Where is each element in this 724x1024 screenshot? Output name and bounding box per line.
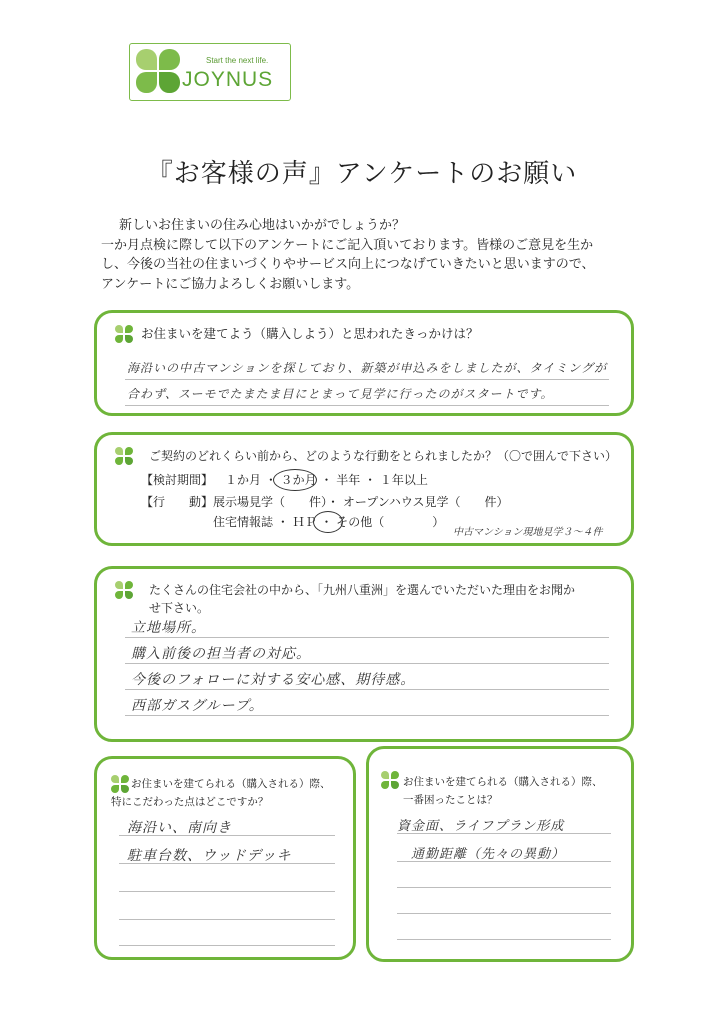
intro-text [101, 216, 661, 294]
clover-logo-icon [136, 49, 182, 95]
answer-1-line: 合わず、スーモでたまたま目にとまって見学に行ったのがスタートです。 [127, 387, 554, 401]
question-5-text: お住まいを建てられる（購入される）際、 [403, 776, 603, 788]
intro-line: 一か月点検に際して以下のアンケートにご記入頂いております。皆様のご意見を生か [101, 237, 594, 253]
question-3-text: たくさんの住宅会社の中から、「九州八重洲」を選んでいただいた理由をお聞か [149, 583, 576, 597]
answer-5-line: 資金面、ライフプラン形成 [397, 819, 565, 834]
question-4-text: 特にこだわった点はどこですか？ [111, 796, 269, 808]
question-4-text: お住まいを建てられる（購入される）際、 [131, 778, 331, 790]
question-5-text: 一番困ったことは？ [403, 794, 498, 806]
question-1-box [94, 310, 634, 416]
answer-3-line: 立地場所。 [131, 620, 206, 636]
answer-4-line: 駐車台数、ウッドデッキ [127, 848, 292, 864]
logo-name: JOYNUS [182, 68, 274, 91]
action-options-2: 住宅情報誌 ・ ＨＰ ・ その他（ ） [213, 515, 445, 529]
action-options-1: 展示場見学（ 件）・ オープンハウス見学（ 件） [213, 495, 509, 509]
intro-line: し、今後の当社の住まいづくりやサービス向上につなげていきたいと思いますので、 [101, 257, 595, 272]
company-logo [129, 43, 291, 101]
question-2-box [94, 432, 634, 546]
answer-4-line: 海沿い、南向き [127, 820, 232, 836]
question-3-box [94, 566, 634, 742]
answer-3-line: 今後のフォローに対する安心感、期待感。 [131, 672, 416, 688]
question-3-text: せ下さい。 [149, 601, 210, 615]
answer-3-line: 西部ガスグループ。 [131, 698, 264, 714]
clover-bullet-icon [115, 581, 134, 600]
answer-3-line: 購入前後の担当者の対応。 [131, 646, 311, 662]
action-label: 【行 動】 [141, 495, 214, 509]
intro-line: 新しいお住まいの住み心地はいかがでしょうか？ [119, 218, 406, 233]
page-title: 『お客様の声』アンケートのお願い [146, 159, 578, 189]
intro-line: アンケートにご協力よろしくお願いします。 [101, 276, 360, 292]
answer-5-line: 通勤距離（先々の異動） [411, 847, 566, 862]
question-4-box [94, 756, 356, 960]
clover-bullet-icon [115, 325, 134, 344]
question-1-text: お住まいを建てよう（購入しよう）と思われたきっかけは？ [141, 326, 479, 341]
logo-tagline: Start the next life. [206, 56, 269, 65]
clover-bullet-icon [111, 775, 130, 794]
question-2-text: ご契約のどれくらい前から、どのような行動をとられましたか？（〇で囲んで下さい） [149, 449, 618, 463]
other-action-answer: 中古マンション現地見学３～４件 [453, 527, 603, 538]
question-5-box [366, 746, 634, 962]
clover-bullet-icon [115, 447, 134, 466]
period-options: １か月 ・ ３か月 ・ 半年 ・ １年以上 [225, 473, 428, 487]
answer-1-line: 海沿いの中古マンションを探しており、新築が申込みをしましたが、タイミングが [127, 361, 607, 375]
selected-period-circle [273, 469, 317, 491]
selected-action-circle [313, 511, 343, 533]
clover-bullet-icon [381, 771, 400, 790]
period-label: 【検討期間】 [141, 473, 214, 487]
